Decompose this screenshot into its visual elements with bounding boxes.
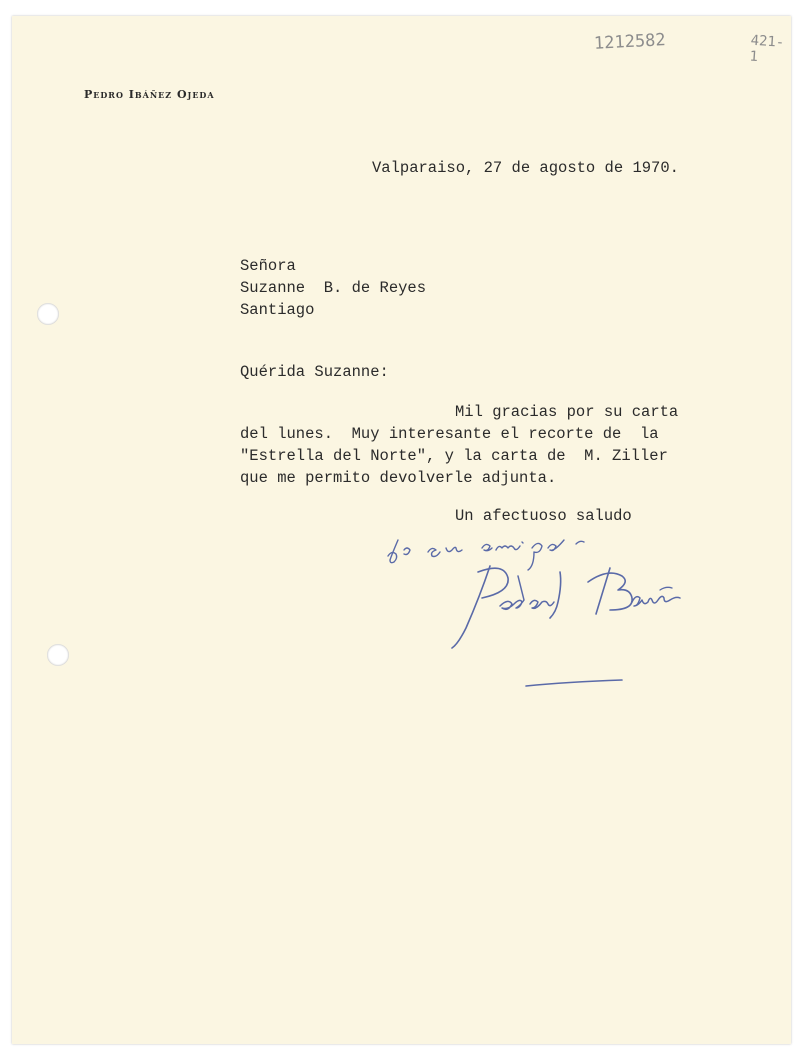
body-line: que me permito devolverle adjunta. xyxy=(240,469,557,487)
pen-stroke xyxy=(526,680,622,686)
recipient-city: Santiago xyxy=(240,301,315,319)
pen-stroke xyxy=(404,548,410,555)
pen-stroke xyxy=(530,600,554,608)
pen-stroke xyxy=(500,576,524,609)
pen-stroke xyxy=(496,546,520,550)
closing: Un afectuoso saludo xyxy=(455,507,632,525)
handwritten-signature xyxy=(370,528,750,708)
pen-stroke xyxy=(482,544,492,550)
pen-stroke xyxy=(550,572,561,618)
recipient-title: Señora xyxy=(240,257,296,275)
pen-stroke xyxy=(588,573,632,610)
recipient-name: Suzanne B. de Reyes xyxy=(240,279,427,297)
pen-stroke xyxy=(478,568,508,598)
salutation: Quérida Suzanne: xyxy=(240,363,389,381)
pen-stroke xyxy=(660,587,672,590)
body-line: del lunes. Muy interesante el recorte de la xyxy=(240,425,659,443)
body-line: "Estrella del Norte", y la carta de M. Ziller xyxy=(240,447,668,465)
archive-code: 1212582 xyxy=(593,30,667,54)
punch-hole-bottom xyxy=(47,644,69,666)
pen-stroke xyxy=(528,543,542,570)
pen-stroke xyxy=(522,542,523,543)
pen-stroke xyxy=(446,547,462,551)
pen-stroke xyxy=(548,540,564,551)
place-date: Valparaiso, 27 de agosto de 1970. xyxy=(372,159,679,177)
pen-stroke xyxy=(452,566,490,648)
archive-number: 421-1 xyxy=(748,32,785,66)
pen-stroke xyxy=(632,596,680,606)
punch-hole-top xyxy=(37,303,59,325)
pen-stroke xyxy=(428,548,440,556)
letterhead: Pedro Ibáñez Ojeda xyxy=(84,88,215,101)
body-line: Mil gracias por su carta xyxy=(455,403,679,421)
pen-stroke xyxy=(576,541,584,544)
pen-stroke xyxy=(388,540,398,563)
